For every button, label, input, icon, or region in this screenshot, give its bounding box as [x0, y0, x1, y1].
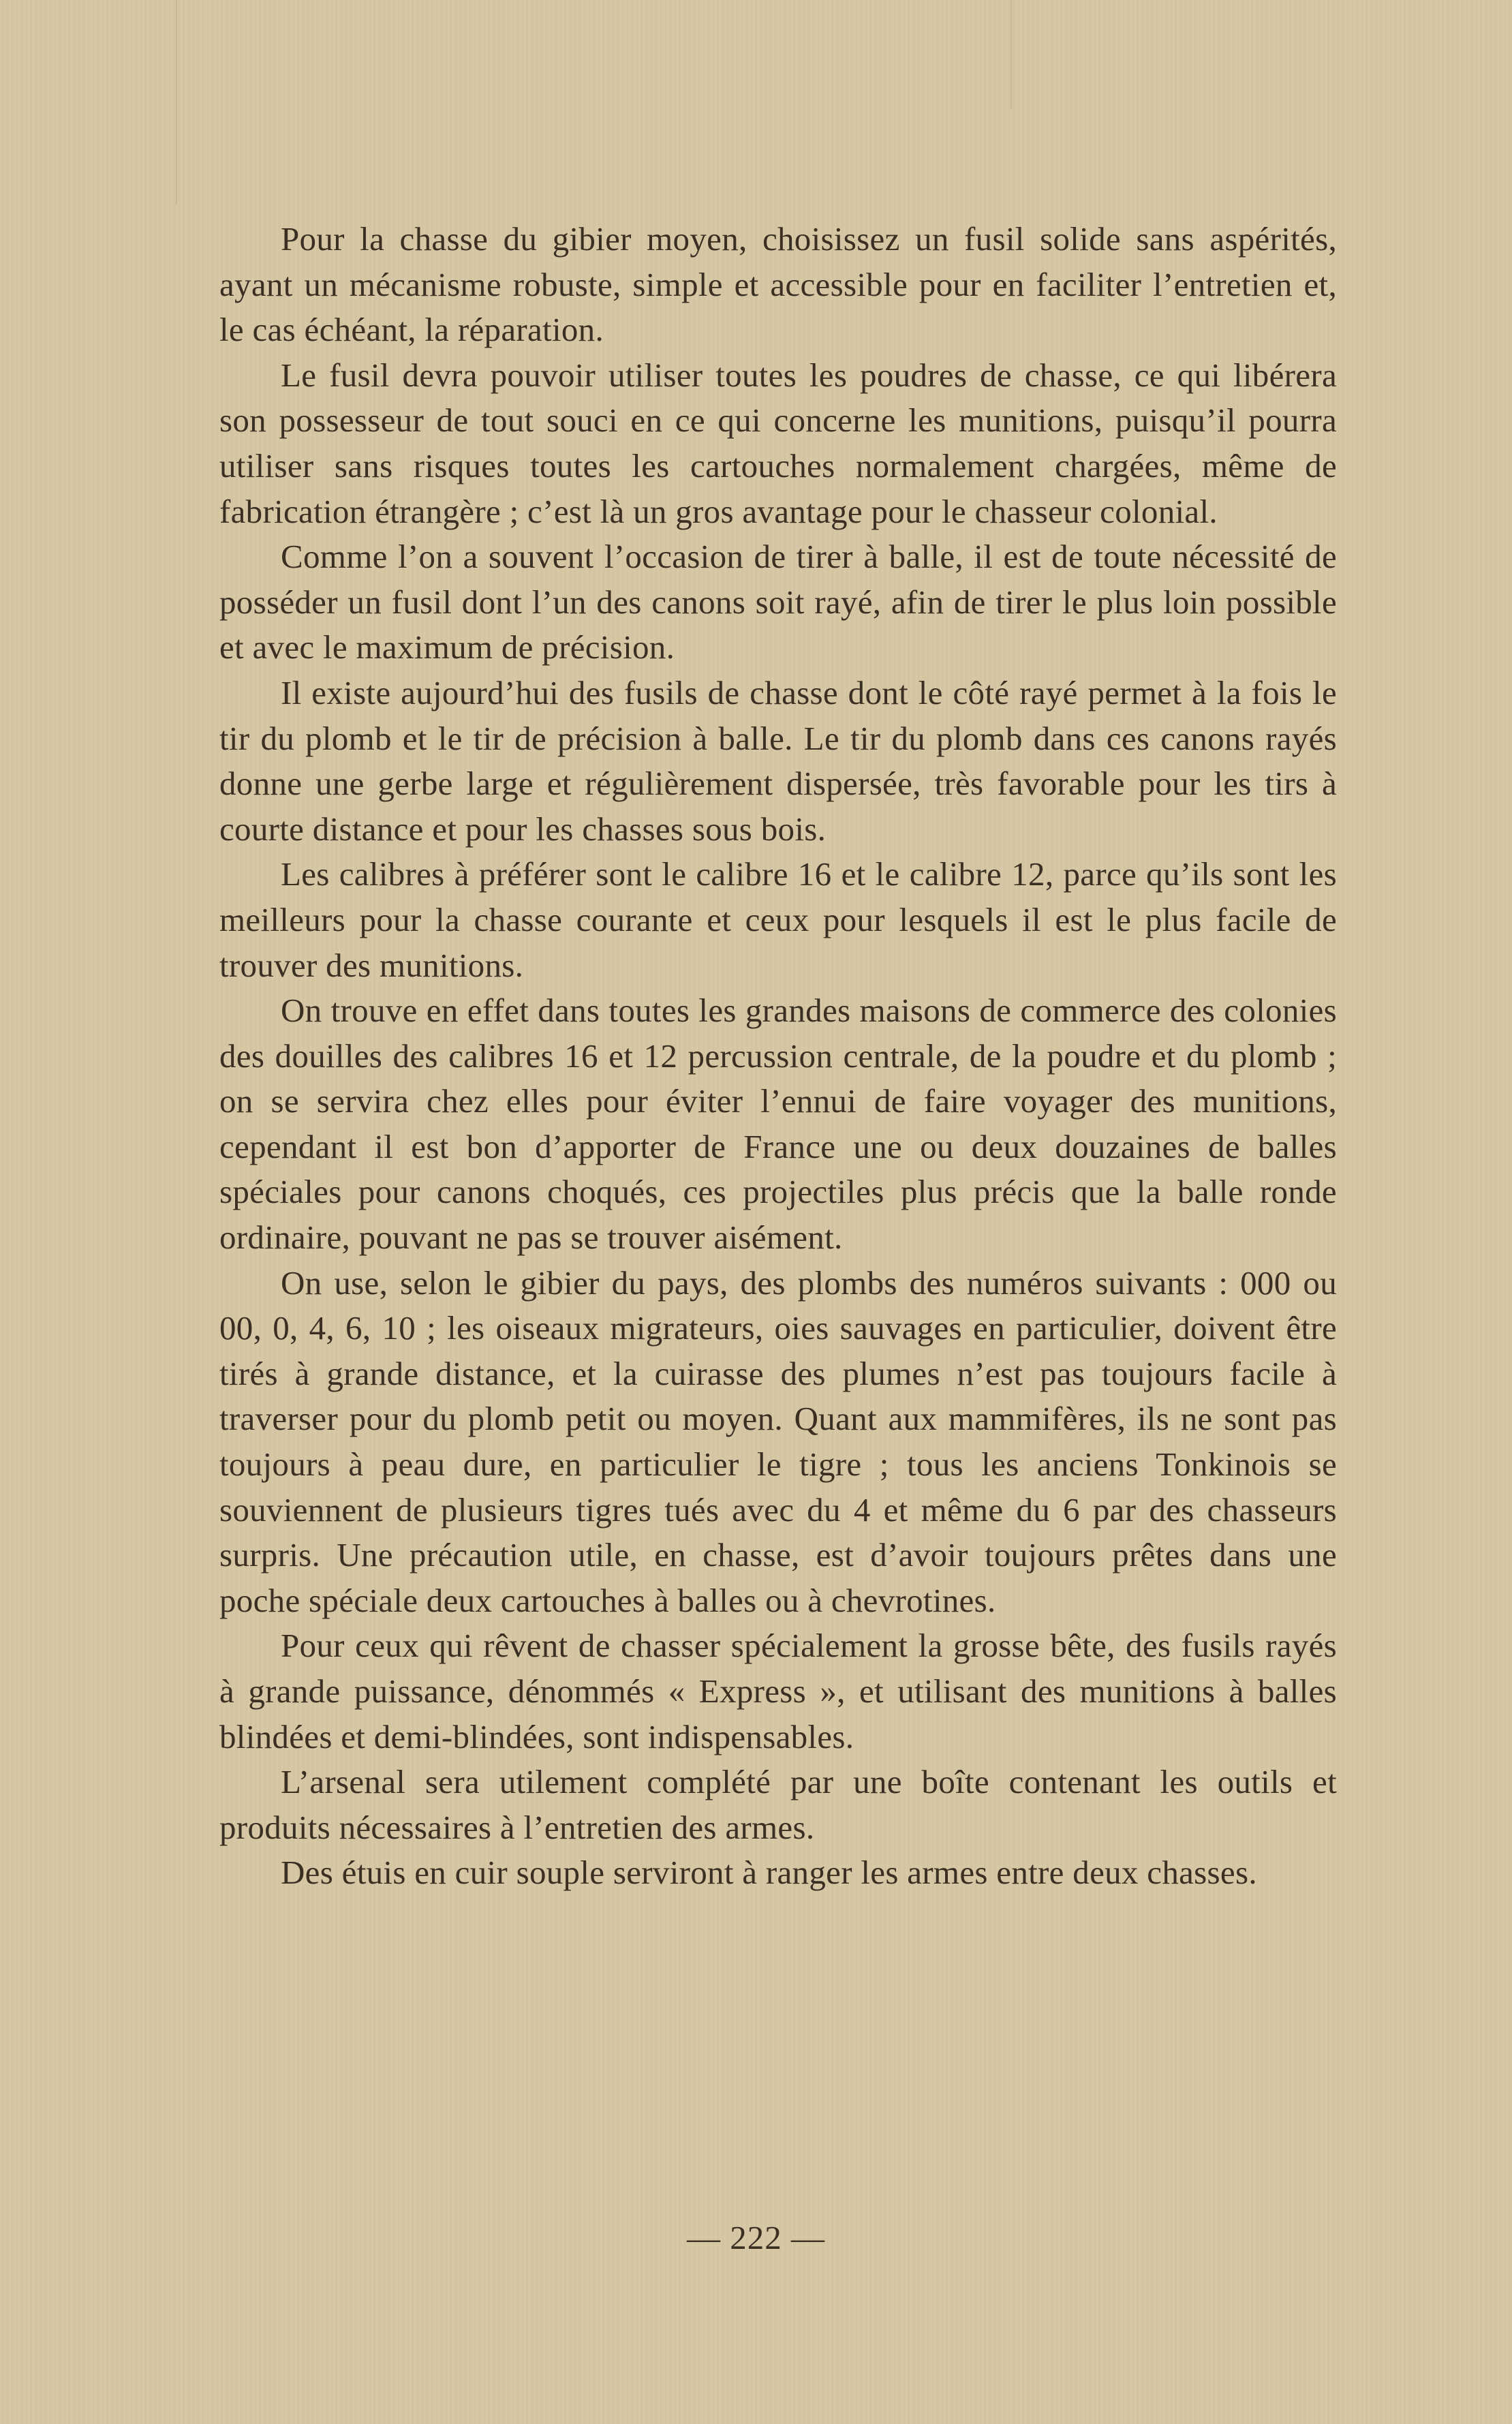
page-number: — 222 —	[687, 2219, 825, 2256]
paragraph-ammunition-supply: On trouve en effet dans toutes les grandes maisons de commerce des colonies des douilles des calibres 16 et 12 percussion centrale, de la poudre et du plomb ; on se servira chez elles pour éviter l’ennui de faire voyager des munitions, cependant il est bon d’apporter de France une ou deux douzaines de balles spéciales pour canons choqués, ces projectiles plus précis que la balle ronde ordinaire, pouvant ne pas se trouver aisément.	[219, 992, 1337, 1257]
paragraph-maintenance-box: L’arsenal sera utilement complété par une boîte contenant les outils et produits nécessaires à l’entretien des armes.	[219, 1763, 1337, 1846]
page-body	[219, 217, 1337, 1896]
paragraph-big-game: Pour ceux qui rêvent de chasser spécialement la grosse bête, des fusils rayés à grande puissance, dénommés « Express », et utilisant des munitions à balles blindées et demi-blindées, sont indispensables.	[219, 1627, 1337, 1755]
paragraph-gun-cases: Des étuis en cuir souple serviront à ranger les armes entre deux chasses.	[281, 1854, 1257, 1892]
paper-crease	[1010, 0, 1012, 109]
paragraph-modern-guns: Il existe aujourd’hui des fusils de chasse dont le côté rayé permet à la fois le tir du plomb et le tir de précision à balle. Le tir du plomb dans ces canons rayés donne une gerbe large et régulièrement dispersée, très favorable pour les tirs à courte distance et pour les chasses sous bois.	[219, 673, 1337, 848]
paragraph-shot-numbers: On use, selon le gibier du pays, des plombs des numéros suivants : 000 ou 00, 0, 4, 6, 10 ; les oiseaux migrateurs, oies sauvages en particulier, doivent être tirés à grande distance, et la cuirasse des plumes n’est pas toujours facile à traverser pour du plomb petit ou moyen. Quant aux mammifères, ils ne sont pas toujours à peau dure, en particulier le tigre ; tous les anciens Tonkinois se souviennent de plusieurs tigres tués avec du 4 et même du 6 par des chasseurs surpris. Une précaution utile, en chasse, est d’avoir toujours prêtes dans une poche spéciale deux cartouches à balles ou à chevrotines.	[219, 1263, 1337, 1619]
paragraph-powders: Le fusil devra pouvoir utiliser toutes les poudres de chasse, ce qui libérera son possesseur de tout souci en ce qui concerne les munitions, puisqu’il pourra utiliser sans risques toutes les cartouches normalement chargées, même de fabrication étrangère ; c’est là un gros avantage pour le chasseur colonial.	[219, 356, 1337, 530]
paragraph-gun-choice: Pour la chasse du gibier moyen, choisissez un fusil solide sans aspérités, ayant un mécanisme robuste, simple et accessible pour en faciliter l’entretien et, le cas échéant, la réparation.	[219, 220, 1337, 349]
paper-crease	[176, 0, 177, 204]
paragraph-calibres: Les calibres à préférer sont le calibre 16 et le calibre 12, parce qu’ils sont les meilleurs pour la chasse courante et ceux pour lesquels il est le plus facile de trouver des munitions.	[219, 855, 1337, 984]
paragraph-rifled-barrel: Comme l’on a souvent l’occasion de tirer à balle, il est de toute nécessité de posséder un fusil dont l’un des canons soit rayé, afin de tirer le plus loin possible et avec le maximum de précision.	[219, 538, 1337, 666]
